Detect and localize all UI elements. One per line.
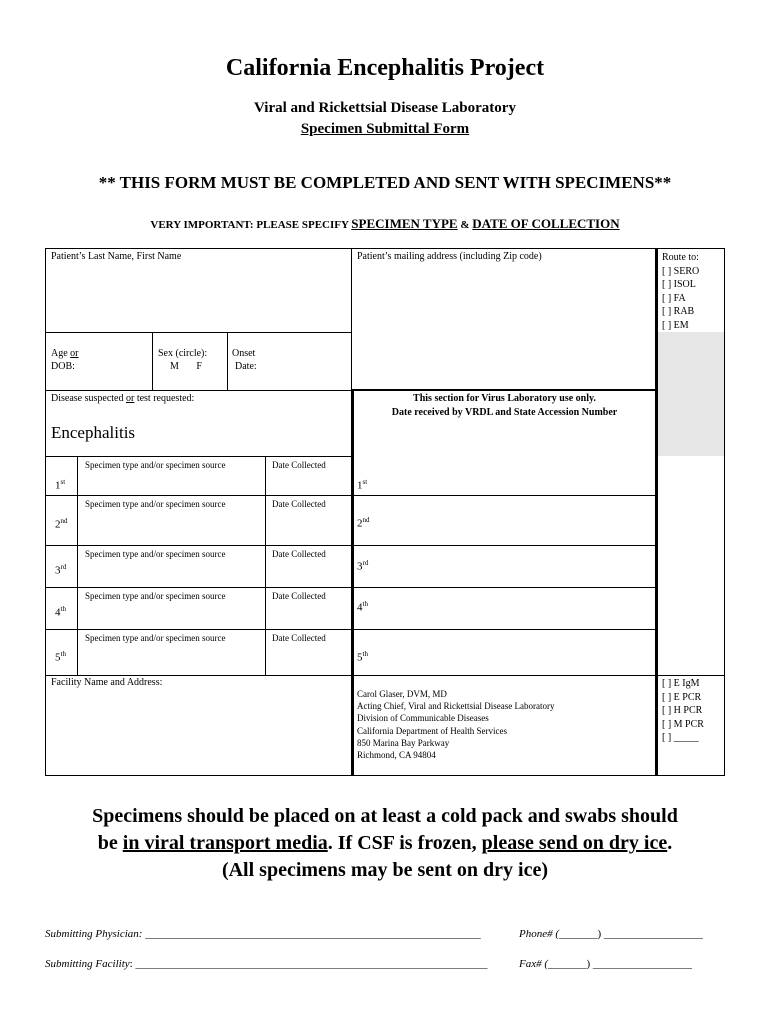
form-name: Specimen Submittal Form	[300, 121, 470, 137]
route-to-label: Route to:	[662, 252, 699, 263]
sex-label: Sex (circle):	[158, 348, 208, 359]
patient-name-label: Patient’s Last Name, First Name	[51, 251, 182, 262]
physician-label: Submitting Physician:	[45, 928, 143, 940]
specimen-col-label-5: Specimen type and/or specimen source	[85, 633, 226, 643]
facility-field[interactable]: ________________________________________________________________	[135, 958, 488, 970]
specimen-col-label-3: Specimen type and/or specimen source	[85, 549, 226, 559]
dob-label: DOB:	[51, 361, 75, 372]
warning-text: ** THIS FORM MUST BE COMPLETED AND SENT WITH SPECIMENS**	[98, 173, 672, 192]
contact-line-3: Division of Communicable Diseases	[357, 713, 489, 724]
date-col-label-1: Date Collected	[272, 460, 326, 470]
ampersand: &	[460, 219, 470, 231]
test-option-h-pcr[interactable]: [ ] H PCR	[662, 705, 703, 716]
age-label: Age	[51, 348, 68, 359]
specimen-notice	[0, 803, 770, 884]
facility-sig-label: Submitting Facility:	[45, 958, 133, 970]
test-option-m-pcr[interactable]: [ ] M PCR	[662, 718, 704, 730]
ordinal-3-right: 3rd	[357, 559, 369, 573]
onset-date-label: Date:	[235, 361, 257, 372]
phone-area-field[interactable]: _______	[559, 928, 598, 940]
facility-label: Facility Name and Address:	[51, 677, 163, 688]
route-option-rab[interactable]: [ ] RAB	[662, 306, 695, 317]
lab-use-line1: This section for Virus Laboratory use only.	[413, 393, 596, 404]
specimen-col-label-2: Specimen type and/or specimen source	[85, 499, 226, 509]
date-col-label-3: Date Collected	[272, 549, 326, 559]
test-option-other[interactable]: [ ] _____	[662, 732, 699, 743]
ordinal-2-left: 2nd	[55, 517, 68, 531]
phone-label: Phone# (	[519, 928, 560, 940]
mailing-address-label: Patient’s mailing address (including Zip code)	[357, 251, 542, 262]
disease-label: Disease suspected or test requested:	[51, 393, 195, 404]
notice-line-3: (All specimens may be sent on dry ice)	[221, 859, 549, 881]
date-col-label-4: Date Collected	[272, 591, 326, 601]
ordinal-4-right: 4th	[357, 600, 368, 614]
fax-label: Fax# (	[519, 958, 549, 970]
route-option-fa[interactable]: [ ] FA	[662, 292, 686, 304]
contact-line-4: California Department of Health Services	[357, 725, 507, 736]
fax-row	[519, 958, 692, 970]
important-prefix: VERY IMPORTANT: PLEASE SPECIFY	[150, 219, 349, 231]
ordinal-5-left: 5th	[55, 650, 66, 664]
lab-use-line2: Date received by VRDL and State Accession Number	[391, 407, 618, 418]
age-or: or	[70, 348, 79, 359]
ordinal-1-right: 1st	[357, 478, 368, 492]
onset-field	[232, 348, 257, 373]
sex-options[interactable]: M F	[170, 361, 202, 372]
onset-label: Onset	[232, 348, 256, 359]
contact-line-5: 850 Marina Bay Parkway	[357, 737, 450, 748]
route-shade	[658, 332, 725, 456]
form-title: California Encephalitis Project	[225, 55, 545, 81]
ordinal-4-left: 4th	[55, 605, 66, 619]
notice-line-2: be in viral transport media. If CSF is frozen, please send on dry ice.	[97, 832, 673, 854]
fax-number-field[interactable]: ) __________________	[586, 958, 692, 970]
submitting-physician-row	[45, 928, 481, 940]
specimen-type-emphasis: SPECIMEN TYPE	[351, 216, 458, 231]
ordinal-3-left: 3rd	[55, 563, 67, 577]
test-option-e-pcr[interactable]: [ ] E PCR	[662, 691, 702, 703]
contact-line-6: Richmond, CA 94804	[357, 750, 436, 761]
date-of-collection-emphasis: DATE OF COLLECTION	[472, 216, 620, 231]
physician-field[interactable]: _____________________________________________________________	[145, 928, 481, 940]
ordinal-5-right: 5th	[357, 650, 368, 664]
notice-line-1: Specimens should be placed on at least a cold pack and swabs should	[92, 805, 678, 827]
contact-block	[357, 688, 555, 761]
lab-name: Viral and Rickettsial Disease Laboratory	[254, 100, 516, 116]
sex-field[interactable]	[158, 348, 207, 373]
submitting-facility-row	[45, 958, 487, 970]
disease-value[interactable]: Encephalitis	[51, 423, 136, 442]
route-option-em[interactable]: [ ] EM	[662, 319, 689, 331]
important-note	[0, 216, 770, 232]
phone-number-field[interactable]: ) __________________	[597, 928, 703, 940]
specimen-col-label-1: Specimen type and/or specimen source	[85, 460, 226, 470]
route-option-isol[interactable]: [ ] ISOL	[662, 279, 696, 290]
ordinal-2-right: 2nd	[357, 516, 370, 530]
route-option-sero[interactable]: [ ] SERO	[662, 265, 700, 277]
ordinal-1-left: 1st	[55, 478, 66, 492]
specimen-col-label-4: Specimen type and/or specimen source	[85, 591, 226, 601]
lab-use-header	[354, 393, 655, 419]
date-col-label-5: Date Collected	[272, 633, 326, 643]
test-options	[662, 677, 704, 745]
route-to-group	[662, 251, 699, 332]
date-col-label-2: Date Collected	[272, 499, 326, 509]
test-option-e-igm[interactable]: [ ] E IgM	[662, 678, 700, 689]
contact-line-2: Acting Chief, Viral and Rickettsial Disease Laboratory	[357, 701, 555, 712]
contact-line-1: Carol Glaser, DVM, MD	[357, 689, 447, 699]
age-dob-label	[51, 348, 79, 373]
phone-row	[519, 928, 703, 940]
fax-area-field[interactable]: _______	[548, 958, 587, 970]
